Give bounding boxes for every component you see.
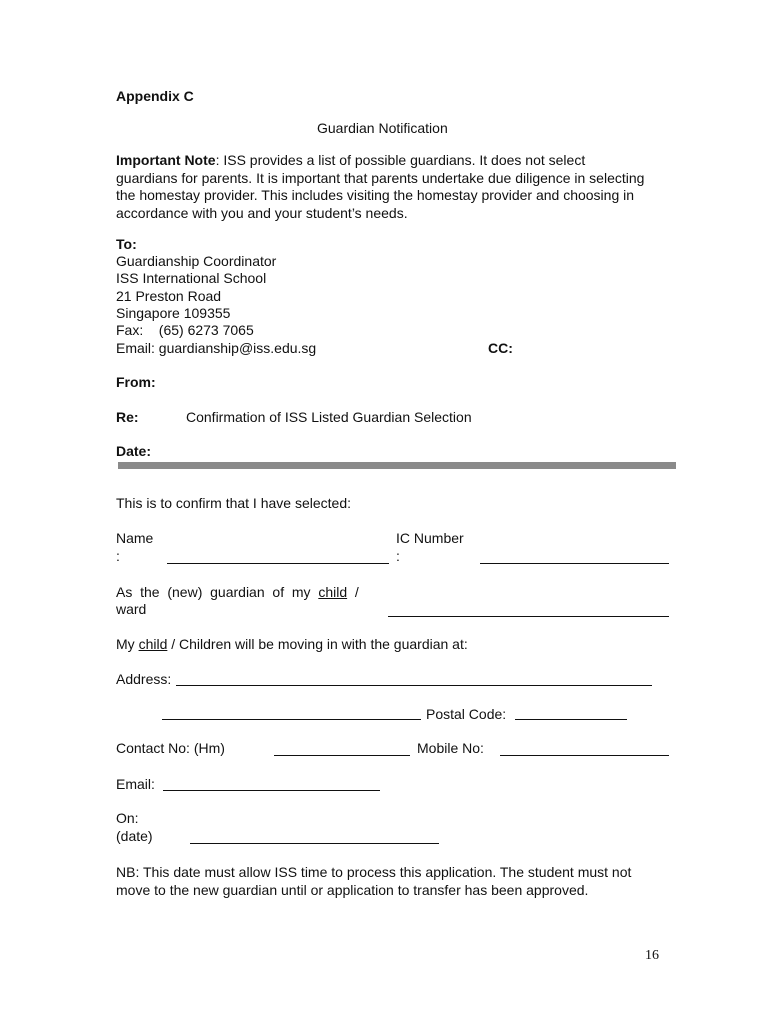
ic-number-colon: : [396, 548, 400, 564]
guardian-text-pre: As the (new) guardian of my [116, 584, 319, 600]
from-label: From: [116, 374, 156, 390]
to-line-recipient: Guardianship Coordinator [116, 253, 277, 269]
ic-number-label: IC Number [396, 530, 464, 546]
date-hint: (date) [116, 828, 153, 844]
important-note-label: Important Note [116, 152, 216, 168]
section-divider [118, 462, 676, 469]
nb-note: NB: This date must allow ISS time to process this application. The student must not move to the new guardian until or application to transfer has been approved. [116, 864, 632, 898]
moving-text [116, 636, 468, 653]
page-title: Guardian Notification [317, 120, 448, 136]
appendix-heading: Appendix C [116, 88, 194, 104]
postal-code-label: Postal Code: [426, 706, 507, 722]
to-line-city: Singapore 109355 [116, 305, 231, 321]
contact-home-field[interactable] [274, 755, 410, 756]
to-label: To: [116, 236, 137, 252]
to-line-email: Email: guardianship@iss.edu.sg [116, 340, 317, 356]
cc-label: CC: [488, 340, 513, 356]
moving-text-post: / Children will be moving in with the guardian at: [167, 636, 468, 652]
ic-number-field[interactable] [480, 563, 669, 564]
guardian-child-word: child [318, 584, 348, 600]
guardian-text-line2: ward [116, 601, 147, 617]
on-label: On: [116, 810, 139, 826]
on-date-field[interactable] [190, 843, 439, 844]
address-label: Address: [116, 671, 172, 687]
email-label: Email: [116, 776, 155, 792]
to-line-fax: Fax: (65) 6273 7065 [116, 322, 254, 338]
moving-text-pre: My [116, 636, 139, 652]
contact-home-label: Contact No: (Hm) [116, 740, 225, 756]
name-label: Name [116, 530, 154, 546]
email-field[interactable] [163, 790, 380, 791]
address-field[interactable] [176, 685, 652, 686]
to-line-street: 21 Preston Road [116, 288, 222, 304]
important-note-text: : ISS provides a list of possible guardians. It does not select guardians for parents. It is important that parents undertake due diligence in selecting the homestay provider. This includes visiting the homestay provider and choosing in accordance with you and your student’s needs. [116, 152, 645, 221]
postal-code-field[interactable] [515, 719, 627, 720]
guardian-text-post: / [347, 584, 359, 600]
important-note [116, 152, 646, 222]
ward-field[interactable] [388, 616, 669, 617]
confirm-text: This is to confirm that I have selected: [116, 495, 351, 511]
name-field[interactable] [167, 563, 389, 564]
name-colon: : [116, 548, 120, 564]
date-label: Date: [116, 443, 152, 459]
moving-child-word: child [138, 636, 168, 652]
to-line-school: ISS International School [116, 270, 267, 286]
mobile-label: Mobile No: [417, 740, 484, 756]
re-subject: Confirmation of ISS Listed Guardian Selection [186, 409, 472, 425]
re-label: Re: [116, 409, 139, 425]
mobile-field[interactable] [500, 755, 669, 756]
address-field-line2[interactable] [162, 719, 421, 720]
guardian-text-line1 [116, 584, 359, 601]
page-number: 16 [645, 948, 659, 963]
